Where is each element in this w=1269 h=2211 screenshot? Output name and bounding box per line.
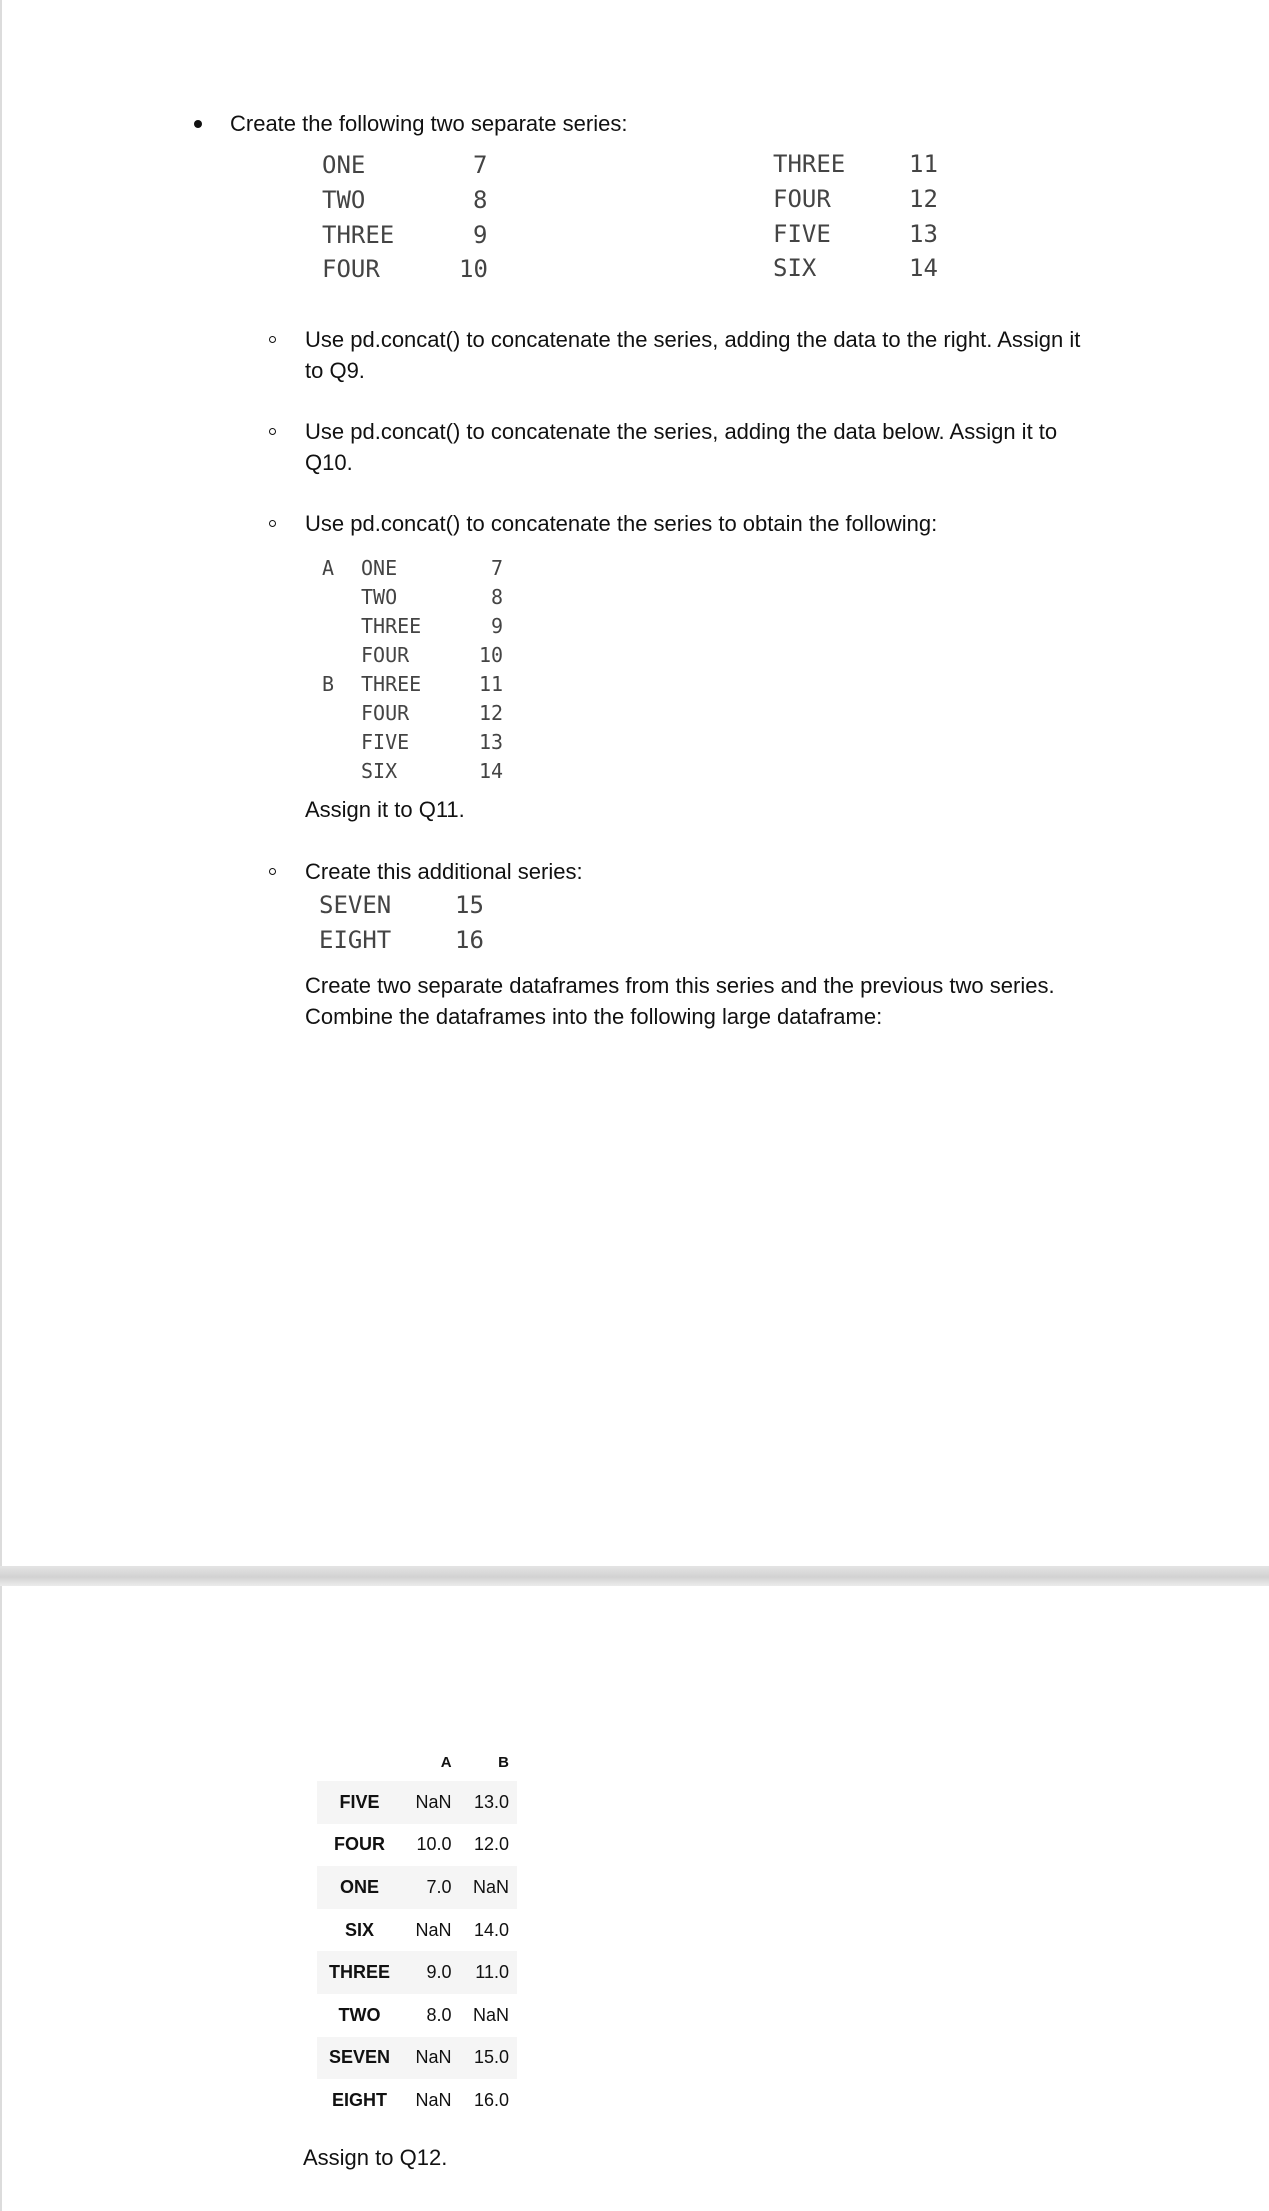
q11-assign-text: Assign it to Q11. [305, 797, 465, 822]
series2-value: 12 [909, 185, 938, 213]
cell-a: NaN [415, 1791, 452, 1812]
dataframe-header-row [317, 1743, 517, 1781]
cell-b: NaN [472, 2004, 509, 2025]
series1-label: TWO [322, 186, 366, 214]
dataframe-column-header: A [440, 1753, 452, 1771]
cell-a: 9.0 [426, 1962, 452, 1983]
sub-bullet [269, 868, 276, 875]
q11-label: SIX [361, 759, 398, 783]
table-row [317, 1951, 517, 1994]
table-row [317, 2037, 517, 2080]
table-row [317, 1909, 517, 1952]
table-row [317, 1994, 517, 2037]
series2-label: FOUR [773, 185, 831, 213]
series1-label: THREE [322, 221, 395, 249]
cell-a: 7.0 [426, 1876, 452, 1897]
q11-value: 11 [479, 672, 504, 696]
q11-label: FIVE [361, 730, 410, 754]
q11-key: A [322, 556, 335, 580]
series1-value: 9 [473, 221, 488, 249]
q11-value: 12 [479, 701, 504, 725]
q12-label: EIGHT [319, 926, 392, 954]
row-index: EIGHT [332, 2089, 388, 2110]
q11-label: TWO [361, 585, 398, 609]
q11-label: FOUR [361, 643, 410, 667]
table-row [317, 1866, 517, 1909]
series1-value: 8 [473, 186, 488, 214]
bullet-dot [194, 120, 202, 128]
series1-label: FOUR [322, 255, 380, 283]
series2-label: SIX [773, 254, 817, 282]
series1-value: 10 [459, 255, 488, 283]
q12-text-line1: Create two separate dataframes from this series and the previous two series. [305, 973, 1055, 998]
row-index: ONE [340, 1876, 380, 1897]
series1-label: ONE [322, 151, 366, 179]
q12-text: Create this additional series: [305, 859, 583, 884]
cell-b: 12.0 [473, 1834, 509, 1855]
q11-value: 14 [479, 759, 504, 783]
q11-text: Use pd.concat() to concatenate the series to obtain the following: [305, 511, 938, 536]
q10-text-line2: Q10. [305, 450, 353, 475]
document-page-2 [0, 1586, 1269, 2211]
q11-value: 10 [479, 643, 504, 667]
series2-value: 13 [909, 220, 938, 248]
row-index: SEVEN [329, 2047, 391, 2068]
series2-value: 11 [909, 150, 938, 178]
q9-text-line2: to Q9. [305, 358, 365, 383]
dataframe-index-header [317, 1743, 402, 1781]
q11-key: B [322, 672, 335, 696]
row-index: SIX [345, 1919, 375, 1940]
series1-value: 7 [473, 151, 488, 179]
cell-b: 16.0 [473, 2089, 509, 2110]
series2-label: FIVE [773, 220, 831, 248]
cell-a: 8.0 [426, 2004, 452, 2025]
q11-label: ONE [361, 556, 398, 580]
q12-label: SEVEN [319, 891, 392, 919]
q12-value: 16 [455, 926, 484, 954]
q9-text-line1: Use pd.concat() to concatenate the series, adding the data to the right. Assign it [305, 327, 1081, 352]
table-row [317, 1824, 517, 1867]
q12-text-line2: Combine the dataframes into the following large dataframe: [305, 1004, 883, 1029]
q11-value: 7 [491, 556, 504, 580]
q12-assign-text: Assign to Q12. [303, 2145, 448, 2170]
sub-bullet [269, 336, 276, 343]
series2-label: THREE [773, 150, 846, 178]
cell-b: 15.0 [473, 2047, 509, 2068]
cell-a: NaN [415, 2089, 452, 2110]
table-row [317, 2079, 517, 2122]
q11-value: 9 [491, 614, 504, 638]
series2-value: 14 [909, 254, 938, 282]
q11-label: THREE [361, 672, 422, 696]
page-break [0, 1566, 1269, 1586]
row-index: TWO [338, 2004, 381, 2025]
q10-text-line1: Use pd.concat() to concatenate the series, adding the data below. Assign it to [305, 419, 1058, 444]
q11-value: 13 [479, 730, 504, 754]
sub-bullet [269, 520, 276, 527]
dataframe-column-header: B [498, 1753, 509, 1771]
cell-a: 10.0 [416, 1834, 452, 1855]
cell-a: NaN [415, 2047, 452, 2068]
q11-label: FOUR [361, 701, 410, 725]
q11-label: THREE [361, 614, 422, 638]
cell-b: 14.0 [473, 1919, 509, 1940]
cell-a: NaN [415, 1919, 452, 1940]
q12-value: 15 [455, 891, 484, 919]
table-row [317, 1781, 517, 1824]
row-index: THREE [329, 1962, 391, 1983]
cell-b: 11.0 [475, 1962, 509, 1983]
dataframe-table [317, 1743, 517, 2122]
cell-b: NaN [472, 1876, 509, 1897]
row-index: FOUR [334, 1834, 386, 1855]
intro-text: Create the following two separate series: [230, 111, 628, 136]
row-index: FIVE [339, 1791, 380, 1812]
q11-value: 8 [491, 585, 504, 609]
sub-bullet [269, 428, 276, 435]
cell-b: 13.0 [473, 1791, 509, 1812]
